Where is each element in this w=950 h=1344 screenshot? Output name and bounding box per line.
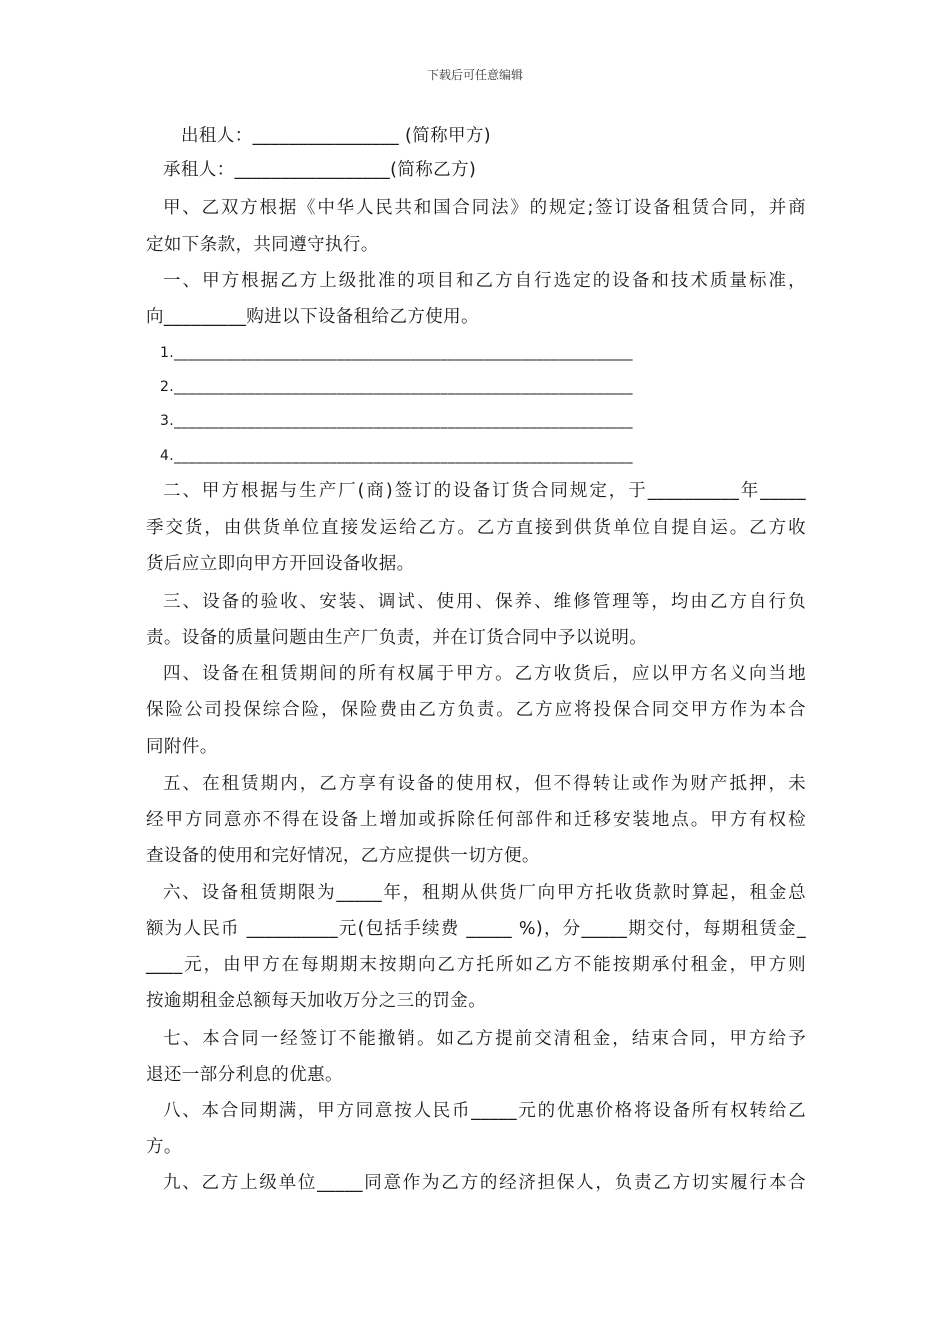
clause-6-line-4: 按逾期租金总额每天加收万分之三的罚金。 [146,991,487,1011]
page-header: 下载后可任意编辑 [426,68,523,82]
clause-7-line-1: 七、本合同一经签订不能撤销。如乙方提前交清租金，结束合同，甲方给予 [163,1029,806,1049]
clause-5-line-1: 五、在租赁期内，乙方享有设备的使用权，但不得转让或作为财产抵押，未 [163,774,806,794]
equipment-item-3: 3.______________________________________________________________ [160,413,633,429]
clause-4-line-1: 四、设备在租赁期间的所有权属于甲方。乙方收货后，应以甲方名义向当地 [163,664,806,684]
intro-line-1: 甲、乙双方根据《中华人民共和国合同法》的规定;签订设备租赁合同，并商 [163,198,806,218]
clause-4-line-2: 保险公司投保综合险，保险费由乙方负责。乙方应将投保合同交甲方作为本合 [146,700,806,720]
clause-9-line-1: 九、乙方上级单位_____同意作为乙方的经济担保人，负责乙方切实履行本合 [163,1173,806,1193]
lessee-line: 承租人：_________________(简称乙方) [163,160,477,180]
clause-4-line-3: 同附件。 [146,737,218,757]
clause-3-line-2: 责。设备的质量问题由生产厂负责，并在订货合同中予以说明。 [146,628,648,648]
clause-5-line-2: 经甲方同意亦不得在设备上增加或拆除任何部件和迁移安装地点。甲方有权检 [146,810,806,830]
clause-2-line-3: 货后应立即向甲方开回设备收据。 [146,554,415,574]
equipment-item-4: 4.______________________________________________________________ [160,448,633,464]
clause-7-line-2: 退还一部分利息的优惠。 [146,1065,343,1085]
clause-2-line-1: 二、甲方根据与生产厂(商)签订的设备订货合同规定，于__________年_____ [163,481,806,501]
equipment-item-1: 1.______________________________________________________________ [160,345,633,361]
clause-6-line-2: 额为人民币 __________元(包括手续费 _____ %)，分_____期交付，每期租赁金_ [146,919,806,939]
lessor-line: 出租人：________________ (简称甲方) [181,126,492,146]
clause-1-line-1: 一、甲方根据乙方上级批准的项目和乙方自行选定的设备和技术质量标准， [163,271,806,291]
clause-8-line-1: 八、本合同期满，甲方同意按人民币_____元的优惠价格将设备所有权转给乙 [163,1101,806,1121]
clause-8-line-2: 方。 [146,1137,182,1157]
equipment-item-2: 2.______________________________________________________________ [160,379,633,395]
intro-line-2: 定如下条款，共同遵守执行。 [146,235,379,255]
clause-3-line-1: 三、设备的验收、安装、调试、使用、保养、维修管理等，均由乙方自行负 [163,592,806,612]
clause-5-line-3: 查设备的使用和完好情况，乙方应提供一切方便。 [146,846,540,866]
clause-6-line-3: ____元，由甲方在每期期末按期向乙方托所如乙方不能按期承付租金，甲方则 [146,955,806,975]
clause-1-line-2: 向_________购进以下设备租给乙方使用。 [146,307,479,327]
clause-2-line-2: 季交货，由供货单位直接发运给乙方。乙方直接到供货单位自提自运。乙方收 [146,518,806,538]
clause-6-line-1: 六、设备租赁期限为_____年，租期从供货厂向甲方托收货款时算起，租金总 [163,883,806,903]
